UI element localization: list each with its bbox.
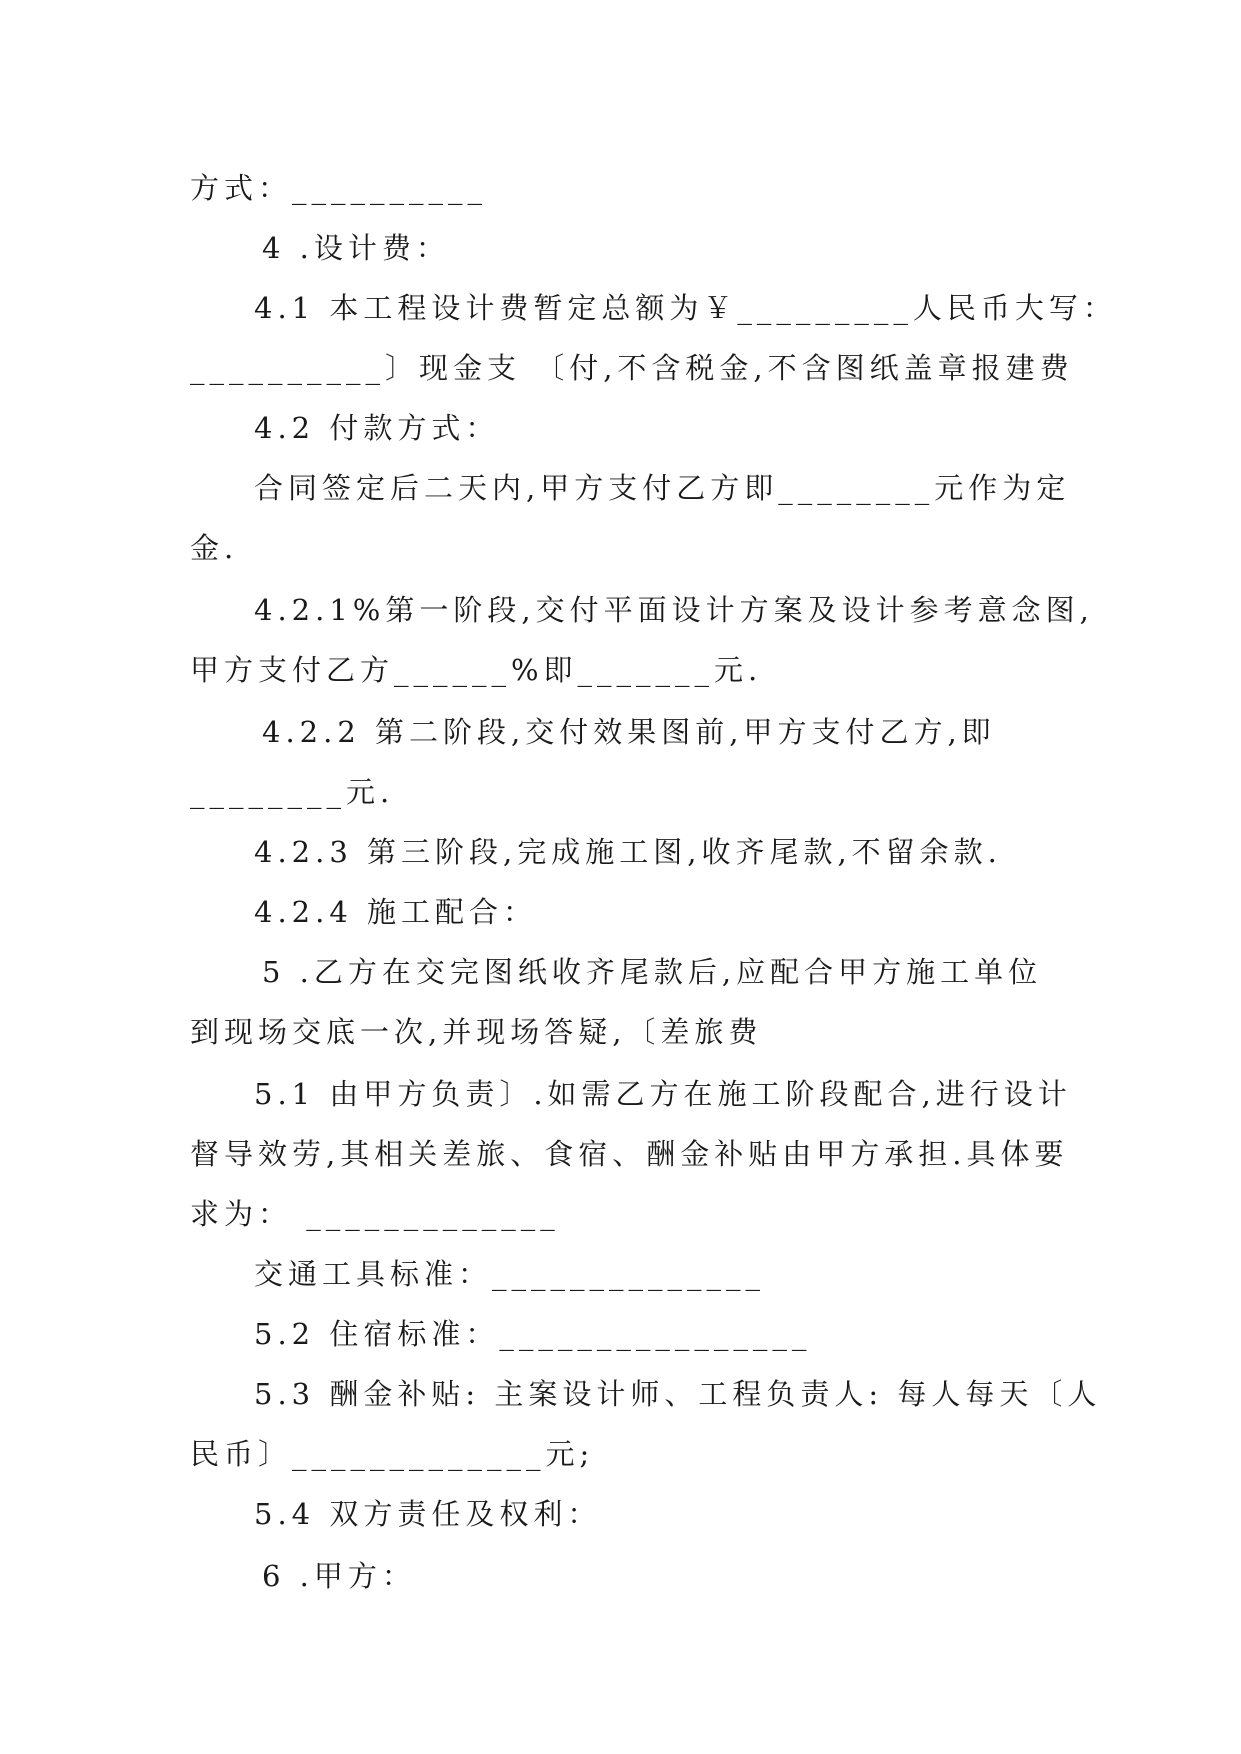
text-line: 5 .乙方在交完图纸收齐尾款后,应配合甲方施工单位 — [262, 955, 1043, 989]
text-line: 5.2 住宿标准：________________ — [254, 1317, 812, 1351]
text-line: 求为： _____________ — [190, 1197, 560, 1231]
text-line: 4.1 本工程设计费暂定总额为￥_________人民币大写： — [254, 291, 1117, 325]
text-line: 4.2.1%第一阶段,交付平面设计方案及设计参考意念图, — [254, 593, 1094, 627]
text-line: ________元. — [190, 775, 395, 809]
section-heading: 5.4 双方责任及权利： — [254, 1497, 602, 1531]
text-line: 到现场交底一次,并现场答疑,〔差旅费 — [190, 1015, 763, 1049]
text-line: 方式：__________ — [190, 171, 488, 205]
text-line: 督导效劳,其相关差旅、食宿、酬金补贴由甲方承担.具体要 — [190, 1137, 1069, 1171]
text-line: 5.1 由甲方负责〕.如需乙方在施工阶段配合,进行设计 — [254, 1077, 1072, 1111]
section-heading: 4 .设计费： — [262, 231, 450, 265]
text-line: __________〕现金支 〔付,不含税金,不含图纸盖章报建费 — [190, 351, 1074, 385]
text-line: 4.2.3 第三阶段,完成施工图,收齐尾款,不留余款. — [254, 835, 1002, 869]
text-line: 4.2.2 第二阶段,交付效果图前,甲方支付乙方,即 — [262, 715, 996, 749]
text-line: 甲方支付乙方______%即_______元. — [190, 653, 763, 687]
text-line: 交通工具标准：______________ — [254, 1257, 766, 1291]
section-heading: 4.2.4 施工配合： — [254, 895, 538, 929]
text-line: 金. — [190, 531, 239, 565]
text-line: 5.3 酬金补贴: 主案设计师、工程负责人: 每人每天〔人 — [254, 1377, 1102, 1411]
text-line: 合同签定后二天内,甲方支付乙方即________元作为定 — [254, 471, 1071, 505]
text-line: 民币〕_____________元; — [190, 1437, 595, 1471]
section-heading: 6 .甲方： — [262, 1559, 416, 1593]
section-heading: 4.2 付款方式： — [254, 411, 500, 445]
